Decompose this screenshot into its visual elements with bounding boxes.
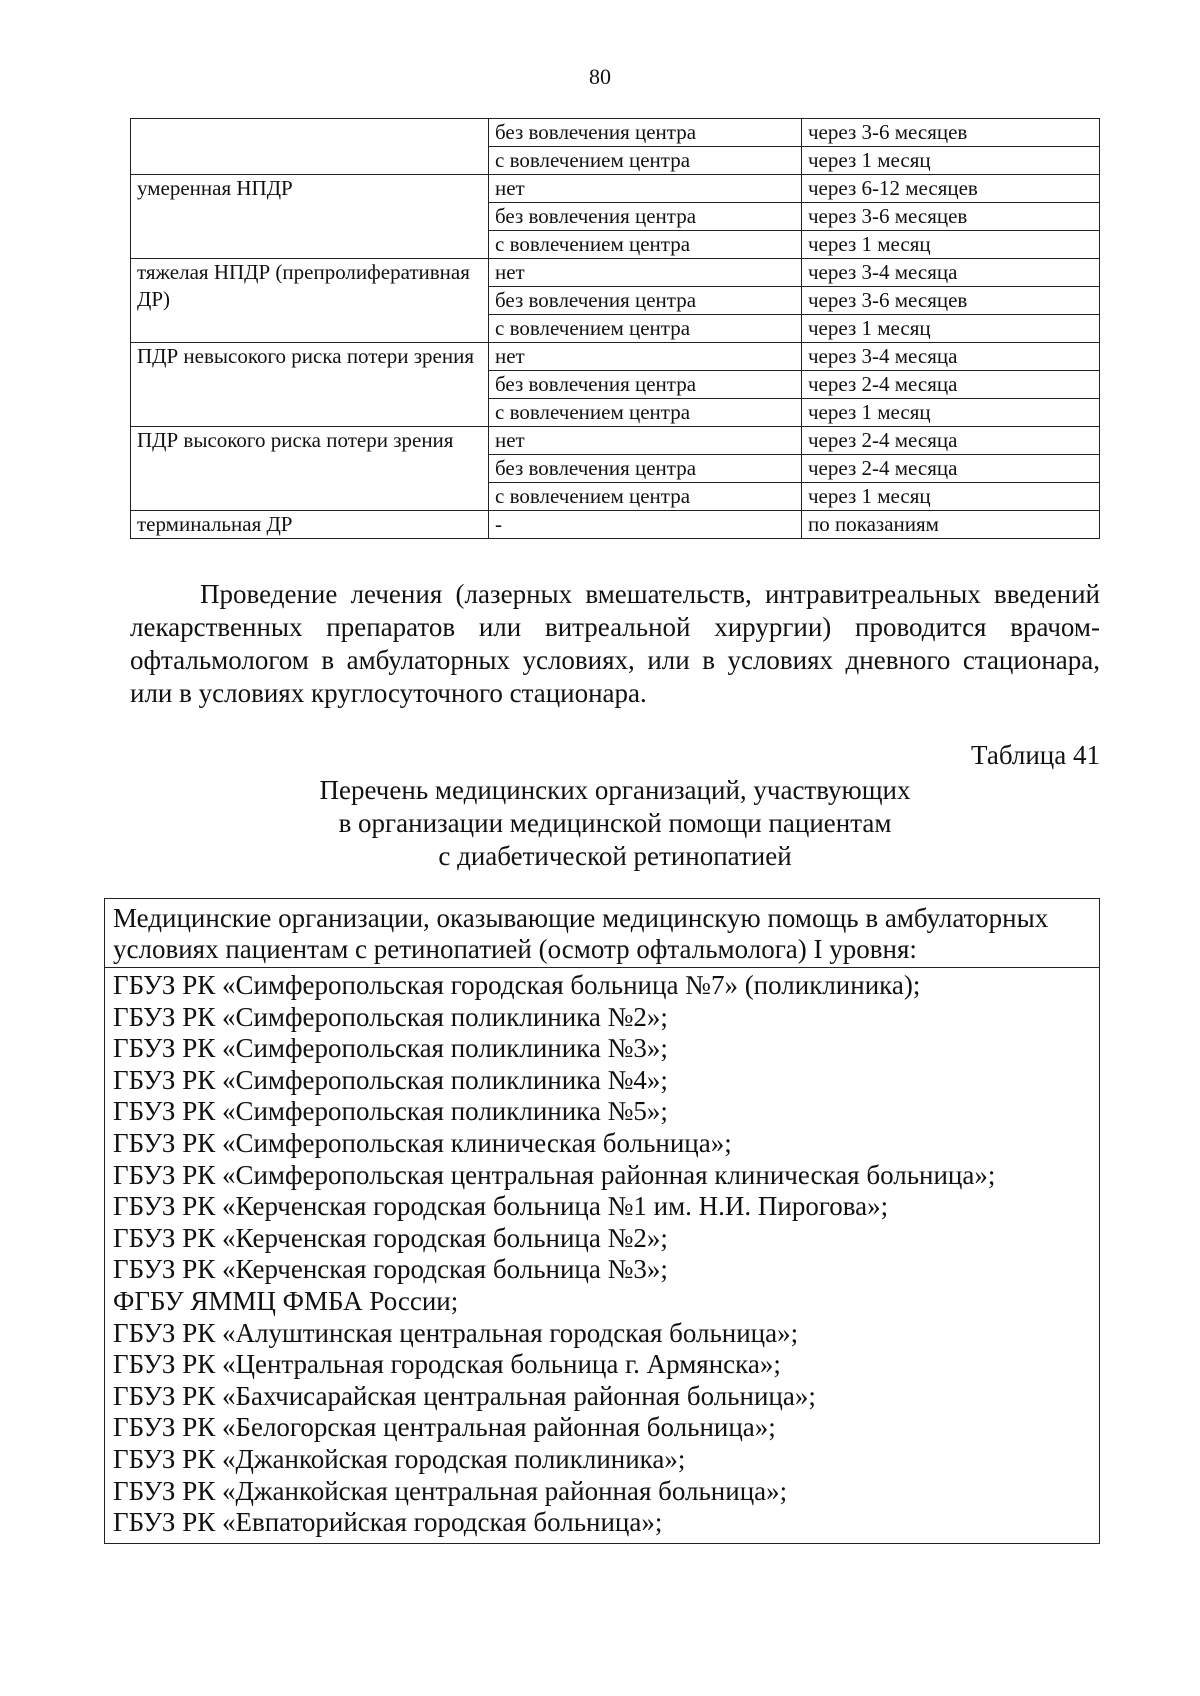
organizations-table xyxy=(104,898,1100,1544)
schedule-row xyxy=(131,511,1100,539)
edema-cell: без вовлечения центра xyxy=(489,455,802,483)
schedule-row xyxy=(131,259,1100,287)
edema-cell: нет xyxy=(489,259,802,287)
interval-cell: по показаниям xyxy=(802,511,1100,539)
organization-item: ГБУЗ РК «Белогорская центральная районная больница»; xyxy=(113,1412,776,1443)
table-41-title-line: с диабетической ретинопатией xyxy=(438,841,792,871)
interval-cell: через 1 месяц xyxy=(802,315,1100,343)
schedule-table-body xyxy=(131,119,1100,539)
edema-cell: с вовлечением центра xyxy=(489,483,802,511)
interval-cell: через 2-4 месяца xyxy=(802,455,1100,483)
organization-item: ГБУЗ РК «Симферопольская поликлиника №3»; xyxy=(113,1033,668,1064)
table-41-title-line: в организации медицинской помощи пациентам xyxy=(338,808,892,838)
edema-cell: с вовлечением центра xyxy=(489,315,802,343)
table-41-title xyxy=(130,774,1100,873)
schedule-row xyxy=(131,427,1100,455)
organization-item: ГБУЗ РК «Симферопольская поликлиника №2»; xyxy=(113,1001,668,1032)
organization-item: ГБУЗ РК «Симферопольская городская больница №7» (поликлиника); xyxy=(113,970,921,1000)
organization-item: ГБУЗ РК «Джанкойская центральная районная больница»; xyxy=(113,1475,788,1506)
stage-cell: терминальная ДР xyxy=(131,511,489,539)
interval-cell: через 3-6 месяцев xyxy=(802,203,1100,231)
edema-cell: нет xyxy=(489,427,802,455)
edema-cell: без вовлечения центра xyxy=(489,371,802,399)
interval-cell: через 6-12 месяцев xyxy=(802,175,1100,203)
organization-item: ГБУЗ РК «Центральная городская больница г. Армянска»; xyxy=(113,1349,781,1380)
stage-cell xyxy=(131,119,489,175)
organization-item: ГБУЗ РК «Бахчисарайская центральная районная больница»; xyxy=(113,1380,816,1411)
edema-cell: нет xyxy=(489,175,802,203)
schedule-row xyxy=(131,175,1100,203)
schedule-row xyxy=(131,343,1100,371)
table-41-title-line: Перечень медицинских организаций, участвующих xyxy=(319,775,911,805)
interval-cell: через 1 месяц xyxy=(802,147,1100,175)
organization-item: ФГБУ ЯММЦ ФМБА России; xyxy=(113,1285,459,1316)
interval-cell: через 1 месяц xyxy=(802,399,1100,427)
treatment-paragraph: Проведение лечения (лазерных вмешательств, интравитреальных введений лекарственных препаратов или витреальной хирургии) проводится врачом-офтальмологом в амбулаторных условиях, или в условиях дневного стационара, или в условиях круглосуточного стационара. xyxy=(130,579,1100,708)
interval-cell: через 3-4 месяца xyxy=(802,259,1100,287)
stage-cell: тяжелая НПДР (препролиферативная ДР) xyxy=(131,259,489,343)
edema-cell: с вовлечением центра xyxy=(489,147,802,175)
organization-item: ГБУЗ РК «Алуштинская центральная городская больница»; xyxy=(113,1317,799,1348)
organization-item: ГБУЗ РК «Симферопольская центральная районная клиническая больница»; xyxy=(113,1159,996,1190)
organization-item: ГБУЗ РК «Керченская городская больница №1 им. Н.И. Пирогова»; xyxy=(113,1191,889,1222)
organization-item: ГБУЗ РК «Джанкойская городская поликлиника»; xyxy=(113,1443,686,1474)
edema-cell: - xyxy=(489,511,802,539)
organization-item: ГБУЗ РК «Керченская городская больница №2»; xyxy=(113,1222,668,1253)
interval-cell: через 1 месяц xyxy=(802,231,1100,259)
stage-cell: ПДР высокого риска потери зрения xyxy=(131,427,489,511)
edema-cell: без вовлечения центра xyxy=(489,119,802,147)
organization-item: ГБУЗ РК «Симферопольская поликлиника №4»; xyxy=(113,1064,668,1095)
organizations-list xyxy=(105,968,1099,1543)
interval-cell: через 3-6 месяцев xyxy=(802,287,1100,315)
organization-item: ГБУЗ РК «Симферопольская клиническая больница»; xyxy=(113,1127,732,1158)
interval-cell: через 2-4 месяца xyxy=(802,427,1100,455)
follow-up-schedule-table xyxy=(130,118,1100,539)
edema-cell: с вовлечением центра xyxy=(489,399,802,427)
edema-cell: нет xyxy=(489,343,802,371)
interval-cell: через 3-4 месяца xyxy=(802,343,1100,371)
table-41-label: Таблица 41 xyxy=(971,740,1100,770)
interval-cell: через 1 месяц xyxy=(802,483,1100,511)
organization-item: ГБУЗ РК «Керченская городская больница №3»; xyxy=(113,1254,668,1285)
edema-cell: без вовлечения центра xyxy=(489,287,802,315)
organization-item: ГБУЗ РК «Симферопольская поликлиника №5»; xyxy=(113,1096,668,1127)
organization-item: ГБУЗ РК «Евпаторийская городская больница»; xyxy=(113,1507,663,1538)
organizations-table-header: Медицинские организации, оказывающие медицинскую помощь в амбулаторных условиях пациентам с ретинопатией (осмотр офтальмолога) I уровня: xyxy=(105,899,1099,968)
stage-cell: умеренная НПДР xyxy=(131,175,489,259)
stage-cell: ПДР невысокого риска потери зрения xyxy=(131,343,489,427)
schedule-row xyxy=(131,119,1100,147)
interval-cell: через 3-6 месяцев xyxy=(802,119,1100,147)
edema-cell: с вовлечением центра xyxy=(489,231,802,259)
edema-cell: без вовлечения центра xyxy=(489,203,802,231)
interval-cell: через 2-4 месяца xyxy=(802,371,1100,399)
page-number: 80 xyxy=(589,64,611,89)
